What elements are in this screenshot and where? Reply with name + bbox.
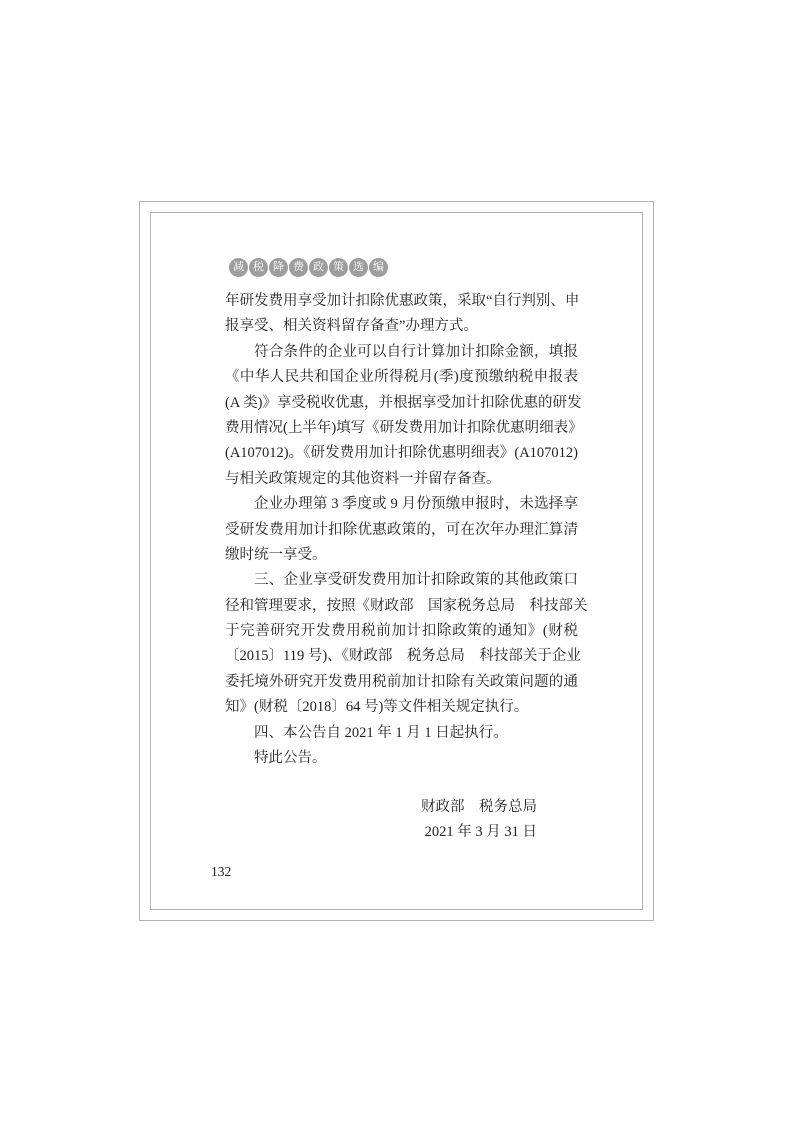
body-text-line: 与相关政策规定的其他资料一并留存备查。 (225, 470, 501, 487)
body-text-line: 年研发费用享受加计扣除优惠政策，采取“自行判别、申 (225, 293, 580, 309)
body-text-line: 四、本公告自 2021 年 1 月 1 日起执行。 (254, 724, 508, 741)
series-badge-character: 税 (249, 258, 268, 277)
body-text-line: 受研发费用加计扣除优惠政策的，可在次年办理汇算清 (225, 521, 578, 538)
body-text-line: 于完善研究开发费用税前加计扣除政策的通知》(财税 (225, 623, 578, 640)
body-text-line: 符合条件的企业可以自行计算加计扣除金额，填报 (254, 343, 578, 360)
series-badge-character: 降 (269, 258, 288, 277)
body-text-line: 径和管理要求，按照《财政部 国家税务总局 科技部关 (225, 597, 588, 614)
body-text-line: 〔2015〕119 号)、《财政部 税务总局 科技部关于企业 (225, 648, 581, 665)
body-text-line: 特此公告。 (254, 750, 327, 767)
issue-date: 2021 年 3 月 31 日 (424, 824, 537, 841)
body-text-line: 知》(财税〔2018〕64 号)等文件相关规定执行。 (225, 699, 529, 716)
issuing-authority: 财政部 税务总局 (421, 799, 537, 815)
page-number: 132 (211, 864, 232, 879)
series-badge-character: 减 (229, 258, 248, 277)
body-text-line: 《中华人民共和国企业所得税月(季)度预缴纳税申报表 (225, 369, 578, 386)
body-text-line: (A 类)》享受税收优惠，并根据享受加计扣除优惠的研发 (225, 394, 582, 411)
body-text-line: 企业办理第 3 季度或 9 月份预缴申报时，未选择享 (254, 496, 578, 513)
body-text-line: 委托境外研究开发费用税前加计扣除有关政策问题的通 (225, 673, 578, 690)
body-text-line: (A107012)。《研发费用加计扣除优惠明细表》(A107012) (225, 445, 578, 462)
document-body-text (225, 289, 588, 771)
body-text-line: 报享受、相关资料留存备查”办理方式。 (225, 318, 478, 335)
series-badge-character: 政 (309, 258, 328, 277)
body-text-line: 费用情况(上半年)填写《研发费用加计扣除优惠明细表》 (225, 419, 583, 436)
series-badge-character: 编 (369, 258, 388, 277)
body-text-line: 三、企业享受研发费用加计扣除政策的其他政策口 (254, 572, 578, 589)
series-badge-character: 策 (329, 258, 348, 277)
body-text-line: 缴时统一享受。 (225, 546, 327, 563)
series-badge-character: 费 (289, 258, 308, 277)
series-badge-character: 选 (349, 258, 368, 277)
series-title-badge (229, 258, 388, 277)
signoff-block (225, 795, 537, 846)
